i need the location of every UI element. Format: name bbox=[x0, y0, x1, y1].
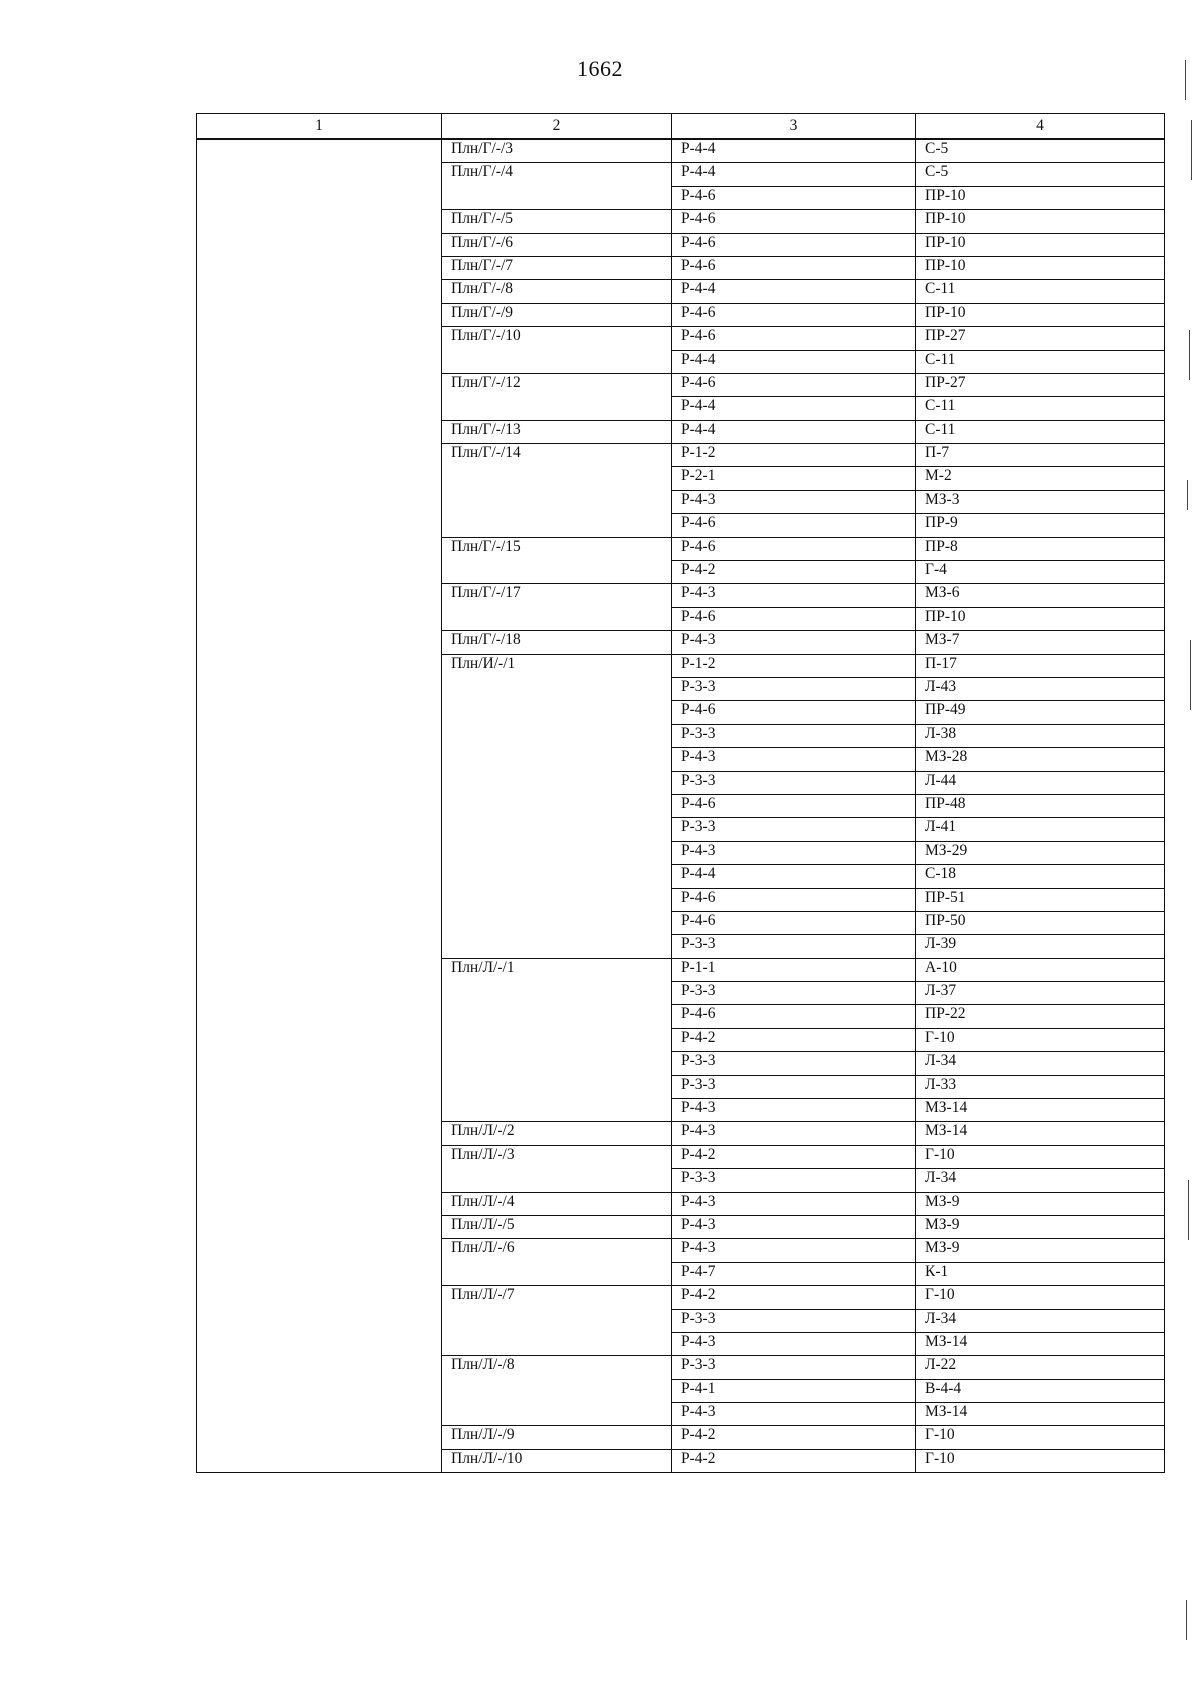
column-4-cell: МЗ-28 bbox=[916, 748, 1165, 771]
column-3-cell: Р-4-6 bbox=[672, 794, 916, 817]
code-cell: Плн/Г/-/4 bbox=[442, 163, 672, 210]
column-3-cell: Р-4-2 bbox=[672, 1426, 916, 1449]
code-cell: Плн/Г/-/9 bbox=[442, 303, 672, 326]
column-4-cell: К-1 bbox=[916, 1262, 1165, 1285]
column-1-cell bbox=[197, 139, 442, 1473]
column-4-cell: П-7 bbox=[916, 444, 1165, 467]
column-3-cell: Р-1-2 bbox=[672, 654, 916, 677]
column-4-cell: ПР-10 bbox=[916, 303, 1165, 326]
column-3-cell: Р-4-1 bbox=[672, 1379, 916, 1402]
column-3-cell: Р-4-4 bbox=[672, 163, 916, 186]
table-header bbox=[197, 114, 1165, 140]
column-4-cell: Л-34 bbox=[916, 1309, 1165, 1332]
column-3-cell: Р-4-2 bbox=[672, 1145, 916, 1168]
column-4-cell: В-4-4 bbox=[916, 1379, 1165, 1402]
column-4-cell: С-11 bbox=[916, 350, 1165, 373]
column-3-cell: Р-1-1 bbox=[672, 958, 916, 981]
code-cell: Плн/Л/-/10 bbox=[442, 1449, 672, 1472]
column-3-cell: Р-3-3 bbox=[672, 1169, 916, 1192]
column-3-cell: Р-4-2 bbox=[672, 561, 916, 584]
column-4-cell: МЗ-14 bbox=[916, 1099, 1165, 1122]
column-3-cell: Р-3-3 bbox=[672, 677, 916, 700]
column-3-cell: Р-4-6 bbox=[672, 233, 916, 256]
column-4-cell: МЗ-7 bbox=[916, 631, 1165, 654]
column-4-cell: Л-43 bbox=[916, 677, 1165, 700]
column-4-cell: Л-44 bbox=[916, 771, 1165, 794]
code-cell: Плн/Г/-/8 bbox=[442, 280, 672, 303]
column-3-cell: Р-4-4 bbox=[672, 280, 916, 303]
column-3-cell: Р-4-6 bbox=[672, 537, 916, 560]
column-3-cell: Р-4-6 bbox=[672, 607, 916, 630]
column-4-cell: ПР-10 bbox=[916, 210, 1165, 233]
column-3-cell: Р-4-3 bbox=[672, 1192, 916, 1215]
header-col-3: 3 bbox=[672, 114, 916, 140]
column-4-cell: ПР-8 bbox=[916, 537, 1165, 560]
column-4-cell: ПР-48 bbox=[916, 794, 1165, 817]
column-3-cell: Р-4-3 bbox=[672, 1239, 916, 1262]
column-4-cell: МЗ-14 bbox=[916, 1403, 1165, 1426]
column-3-cell: Р-4-4 bbox=[672, 420, 916, 443]
column-3-cell: Р-4-4 bbox=[672, 139, 916, 163]
column-4-cell: С-11 bbox=[916, 420, 1165, 443]
column-4-cell: МЗ-14 bbox=[916, 1122, 1165, 1145]
column-3-cell: Р-4-2 bbox=[672, 1028, 916, 1051]
column-3-cell: Р-4-6 bbox=[672, 514, 916, 537]
column-4-cell: МЗ-3 bbox=[916, 490, 1165, 513]
column-3-cell: Р-2-1 bbox=[672, 467, 916, 490]
column-3-cell: Р-1-2 bbox=[672, 444, 916, 467]
column-3-cell: Р-4-4 bbox=[672, 865, 916, 888]
column-3-cell: Р-3-3 bbox=[672, 1309, 916, 1332]
column-4-cell: Л-34 bbox=[916, 1052, 1165, 1075]
column-4-cell: МЗ-6 bbox=[916, 584, 1165, 607]
code-cell: Плн/Г/-/13 bbox=[442, 420, 672, 443]
column-3-cell: Р-3-3 bbox=[672, 771, 916, 794]
column-4-cell: ПР-27 bbox=[916, 327, 1165, 350]
column-4-cell: Л-37 bbox=[916, 982, 1165, 1005]
column-3-cell: Р-4-4 bbox=[672, 397, 916, 420]
column-3-cell: Р-4-6 bbox=[672, 210, 916, 233]
code-cell: Плн/Л/-/9 bbox=[442, 1426, 672, 1449]
code-cell: Плн/Г/-/18 bbox=[442, 631, 672, 654]
column-4-cell: Г-10 bbox=[916, 1028, 1165, 1051]
column-3-cell: Р-4-6 bbox=[672, 256, 916, 279]
column-3-cell: Р-4-6 bbox=[672, 888, 916, 911]
column-3-cell: Р-4-2 bbox=[672, 1286, 916, 1309]
column-4-cell: С-5 bbox=[916, 139, 1165, 163]
table-body bbox=[197, 139, 1165, 1473]
code-cell: Плн/Л/-/6 bbox=[442, 1239, 672, 1286]
column-4-cell: Л-38 bbox=[916, 724, 1165, 747]
column-4-cell: Л-33 bbox=[916, 1075, 1165, 1098]
column-3-cell: Р-3-3 bbox=[672, 1052, 916, 1075]
code-cell: Плн/Г/-/10 bbox=[442, 327, 672, 374]
code-cell: Плн/И/-/1 bbox=[442, 654, 672, 958]
scan-edge-marks bbox=[1170, 0, 1200, 1696]
column-3-cell: Р-4-6 bbox=[672, 186, 916, 209]
column-4-cell: ПР-10 bbox=[916, 186, 1165, 209]
table-row bbox=[197, 139, 1165, 163]
column-3-cell: Р-3-3 bbox=[672, 818, 916, 841]
column-4-cell: МЗ-14 bbox=[916, 1332, 1165, 1355]
code-cell: Плн/Г/-/7 bbox=[442, 256, 672, 279]
code-cell: Плн/Л/-/8 bbox=[442, 1356, 672, 1426]
column-4-cell: ПР-9 bbox=[916, 514, 1165, 537]
column-4-cell: Л-39 bbox=[916, 935, 1165, 958]
header-col-2: 2 bbox=[442, 114, 672, 140]
column-3-cell: Р-4-2 bbox=[672, 1449, 916, 1472]
column-4-cell: МЗ-29 bbox=[916, 841, 1165, 864]
column-3-cell: Р-3-3 bbox=[672, 724, 916, 747]
column-4-cell: ПР-27 bbox=[916, 373, 1165, 396]
column-4-cell: С-5 bbox=[916, 163, 1165, 186]
column-3-cell: Р-4-3 bbox=[672, 1403, 916, 1426]
column-4-cell: С-11 bbox=[916, 397, 1165, 420]
column-3-cell: Р-4-3 bbox=[672, 841, 916, 864]
column-3-cell: Р-4-3 bbox=[672, 1332, 916, 1355]
column-4-cell: Л-34 bbox=[916, 1169, 1165, 1192]
header-col-1: 1 bbox=[197, 114, 442, 140]
code-cell: Плн/Л/-/4 bbox=[442, 1192, 672, 1215]
column-3-cell: Р-4-6 bbox=[672, 373, 916, 396]
column-4-cell: Г-10 bbox=[916, 1286, 1165, 1309]
header-row bbox=[197, 114, 1165, 140]
column-3-cell: Р-4-4 bbox=[672, 350, 916, 373]
column-3-cell: Р-4-6 bbox=[672, 911, 916, 934]
column-4-cell: МЗ-9 bbox=[916, 1239, 1165, 1262]
column-3-cell: Р-4-6 bbox=[672, 327, 916, 350]
code-cell: Плн/Л/-/7 bbox=[442, 1286, 672, 1356]
column-3-cell: Р-4-7 bbox=[672, 1262, 916, 1285]
code-cell: Плн/Г/-/6 bbox=[442, 233, 672, 256]
column-4-cell: А-10 bbox=[916, 958, 1165, 981]
column-4-cell: ПР-22 bbox=[916, 1005, 1165, 1028]
code-cell: Плн/Г/-/3 bbox=[442, 139, 672, 163]
column-3-cell: Р-3-3 bbox=[672, 982, 916, 1005]
column-3-cell: Р-3-3 bbox=[672, 1075, 916, 1098]
column-3-cell: Р-4-3 bbox=[672, 1122, 916, 1145]
column-4-cell: Л-22 bbox=[916, 1356, 1165, 1379]
column-4-cell: ПР-10 bbox=[916, 607, 1165, 630]
code-cell: Плн/Г/-/5 bbox=[442, 210, 672, 233]
column-4-cell: Г-10 bbox=[916, 1426, 1165, 1449]
page-number: 1662 bbox=[577, 56, 623, 81]
column-4-cell: Л-41 bbox=[916, 818, 1165, 841]
column-4-cell: П-17 bbox=[916, 654, 1165, 677]
column-4-cell: МЗ-9 bbox=[916, 1215, 1165, 1238]
column-3-cell: Р-3-3 bbox=[672, 1356, 916, 1379]
column-4-cell: ПР-10 bbox=[916, 256, 1165, 279]
data-table bbox=[196, 113, 1165, 1473]
column-4-cell: МЗ-9 bbox=[916, 1192, 1165, 1215]
column-4-cell: Г-4 bbox=[916, 561, 1165, 584]
column-4-cell: ПР-50 bbox=[916, 911, 1165, 934]
code-cell: Плн/Г/-/15 bbox=[442, 537, 672, 584]
column-4-cell: ПР-51 bbox=[916, 888, 1165, 911]
column-3-cell: Р-4-3 bbox=[672, 1099, 916, 1122]
column-3-cell: Р-3-3 bbox=[672, 935, 916, 958]
column-3-cell: Р-4-6 bbox=[672, 701, 916, 724]
code-cell: Плн/Г/-/17 bbox=[442, 584, 672, 631]
column-4-cell: ПР-49 bbox=[916, 701, 1165, 724]
column-3-cell: Р-4-6 bbox=[672, 1005, 916, 1028]
column-4-cell: Г-10 bbox=[916, 1145, 1165, 1168]
column-4-cell: С-18 bbox=[916, 865, 1165, 888]
column-3-cell: Р-4-6 bbox=[672, 303, 916, 326]
code-cell: Плн/Л/-/1 bbox=[442, 958, 672, 1122]
header-col-4: 4 bbox=[916, 114, 1165, 140]
column-3-cell: Р-4-3 bbox=[672, 748, 916, 771]
column-3-cell: Р-4-3 bbox=[672, 631, 916, 654]
code-cell: Плн/Л/-/3 bbox=[442, 1145, 672, 1192]
column-4-cell: ПР-10 bbox=[916, 233, 1165, 256]
code-cell: Плн/Л/-/2 bbox=[442, 1122, 672, 1145]
column-4-cell: М-2 bbox=[916, 467, 1165, 490]
code-cell: Плн/Л/-/5 bbox=[442, 1215, 672, 1238]
column-4-cell: Г-10 bbox=[916, 1449, 1165, 1472]
code-cell: Плн/Г/-/12 bbox=[442, 373, 672, 420]
column-4-cell: С-11 bbox=[916, 280, 1165, 303]
code-cell: Плн/Г/-/14 bbox=[442, 444, 672, 538]
column-3-cell: Р-4-3 bbox=[672, 584, 916, 607]
column-3-cell: Р-4-3 bbox=[672, 490, 916, 513]
column-3-cell: Р-4-3 bbox=[672, 1215, 916, 1238]
